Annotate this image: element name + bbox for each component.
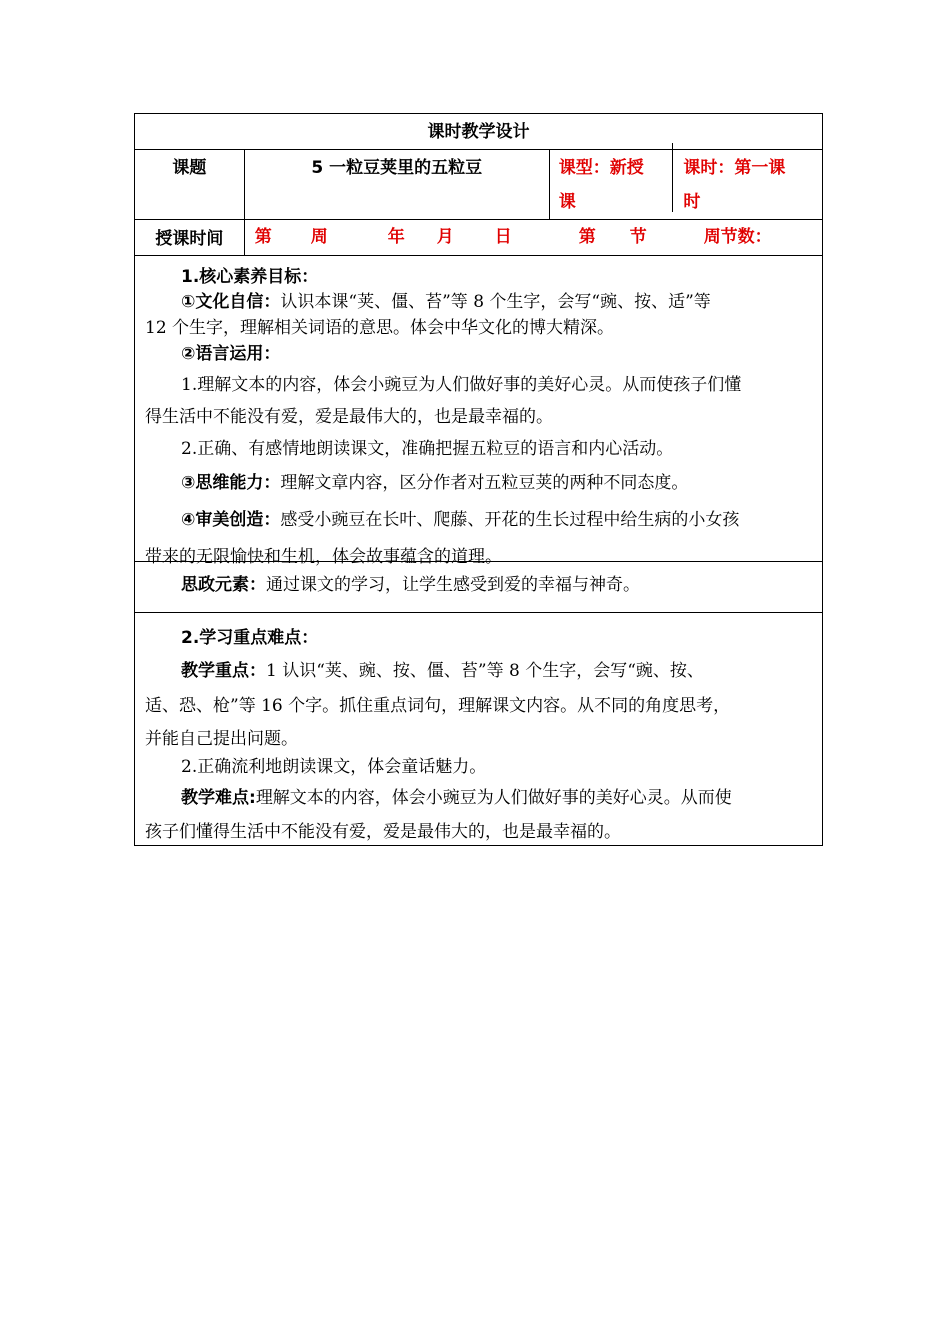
focus-1b: 适、恐、枪”等 16 个字。抓住重点词句，理解课文内容。从不同的角度思考， [145,696,731,716]
lesson-period [673,143,822,212]
topic-value: 5 一粒豆荚里的五粒豆 [245,150,550,219]
difficulty-1b: 孩子们懂得生活中不能没有爱，爱是最伟大的，也是最幸福的。 [145,822,621,842]
difficulty-label: 教学难点: [181,788,256,808]
culture-para [145,289,814,315]
goals-section [134,256,823,567]
time-week-zhou: 周 [310,227,328,247]
language-2: 2.正确、有感情地朗读课文，准确把握五粒豆的语言和内心活动。 [181,439,674,459]
ideology-para [145,562,814,608]
lesson-design-table [134,113,823,846]
culture-label: ①文化自信： [181,292,281,312]
lesson-type [550,143,674,212]
topic-row [134,150,823,220]
focus-1a: 1 认识“荚、豌、按、僵、苔”等 8 个生字，会写“豌、按、 [266,661,704,681]
culture-text-2: 12 个生字，理解相关词语的意思。体会中华文化的博大精深。 [145,318,615,338]
difficulty-1a: 理解文本的内容，体会小豌豆为人们做好事的美好心灵。从而使 [255,788,732,808]
language-1b: 得生活中不能没有爱，爱是最伟大的，也是最幸福的。 [145,407,553,427]
focus-1c: 并能自己提出问题。 [145,729,298,749]
time-month: 月 [436,227,454,247]
goals-heading: 1.核心素养目标： [181,267,319,287]
focus-2: 2.正确流利地朗读课文，体会童话魅力。 [181,757,487,777]
time-week-di: 第 [254,227,272,247]
thinking-label: ③思维能力： [181,473,281,493]
time-section-jie: 节 [629,227,647,247]
time-day: 日 [494,227,512,247]
topic-label: 课题 [135,150,245,219]
language-1a: 1.理解文本的内容，体会小豌豆为人们做好事的美好心灵。从而使孩子们懂 [181,375,742,395]
aesthetic-text-1: 感受小豌豆在长叶、爬藤、开花的生长过程中给生病的小女孩 [280,510,740,530]
aesthetic-text-2: 带来的无限愉快和生机，体会故事蕴含的道理。 [145,547,502,567]
aesthetic-label: ④审美创造： [181,510,281,530]
time-row [134,220,823,256]
time-year: 年 [387,227,405,247]
lesson-period-line1: 课时：第一课 [683,158,786,178]
ideology-section [134,562,823,613]
ideology-label: 思政元素： [181,575,266,595]
aesthetic-para [145,500,814,540]
lesson-type-line2: 课 [558,192,576,212]
thinking-para [145,466,814,500]
difficulty-para [145,779,814,817]
time-weekly-count: 周节数： [703,227,772,247]
time-section-di: 第 [578,227,596,247]
focus-para [145,653,814,689]
lesson-period-line2: 时 [683,192,701,212]
lesson-type-line1: 课型：新授 [558,158,644,178]
thinking-text: 理解文章内容，区分作者对五粒豆荚的两种不同态度。 [280,473,689,493]
key-points-section [134,613,823,846]
culture-text-1: 认识本课“荚、僵、苔”等 8 个生字，会写“豌、按、适”等 [280,292,711,312]
table-title: 课时教学设计 [134,113,823,150]
time-label: 授课时间 [135,220,245,255]
language-label: ②语言运用： [181,344,281,364]
focus-label: 教学重点： [181,661,266,681]
key-points-heading: 2.学习重点难点： [181,628,319,648]
time-fields [245,220,822,255]
ideology-text: 通过课文的学习，让学生感受到爱的幸福与神奇。 [266,575,640,595]
